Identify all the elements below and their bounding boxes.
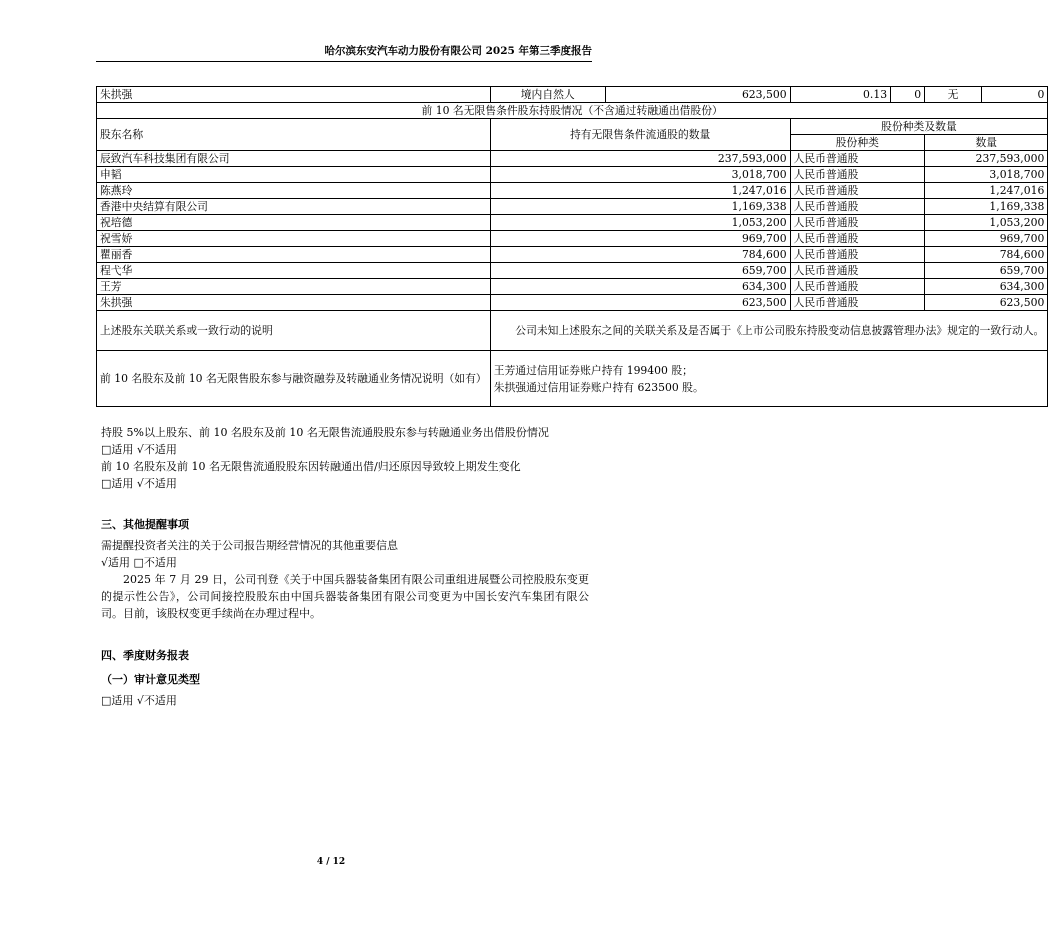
holder-share-type: 人民币普通股 bbox=[790, 215, 925, 231]
header-holder-name: 股东名称 bbox=[97, 119, 491, 151]
margin-trading-line-2: 朱拱强通过信用证券账户持有 623500 股。 bbox=[493, 380, 704, 394]
table-row bbox=[97, 295, 1048, 311]
section-3-choice: √适用 □不适用 bbox=[101, 556, 177, 569]
holder-qty: 623,500 bbox=[490, 295, 790, 311]
table-row bbox=[97, 231, 1048, 247]
table-section-title: 前 10 名无限售条件股东持股情况（不含通过转融通出借股份） bbox=[97, 103, 1048, 119]
holder-name: 瞿丽香 bbox=[97, 247, 491, 263]
header-share-type: 股份种类 bbox=[790, 135, 925, 151]
holder-name: 祝雪娇 bbox=[97, 231, 491, 247]
holder-qty: 634,300 bbox=[490, 279, 790, 295]
holder-name: 程弋华 bbox=[97, 263, 491, 279]
holder-share-type: 人民币普通股 bbox=[790, 279, 925, 295]
holder-qty: 784,600 bbox=[490, 247, 790, 263]
holder-share-type: 人民币普通股 bbox=[790, 247, 925, 263]
holder-amount: 1,169,338 bbox=[925, 199, 1048, 215]
table-row bbox=[97, 279, 1048, 295]
section-3-intro: 需提醒投资者关注的关于公司报告期经营情况的其他重要信息 bbox=[101, 539, 398, 552]
holder-name: 祝培德 bbox=[97, 215, 491, 231]
margin-trading-text bbox=[490, 351, 1048, 407]
section-4-choice: □适用 √不适用 bbox=[101, 694, 177, 707]
table-row bbox=[97, 215, 1048, 231]
holder-qty: 1,247,016 bbox=[490, 183, 790, 199]
top-holder-nature: 境内自然人 bbox=[490, 87, 605, 103]
header-share-type-group: 股份种类及数量 bbox=[790, 119, 1048, 135]
holder-share-type: 人民币普通股 bbox=[790, 199, 925, 215]
holder-name: 香港中央结算有限公司 bbox=[97, 199, 491, 215]
holder-name: 辰致汽车科技集团有限公司 bbox=[97, 151, 491, 167]
section-3-title: 三、其他提醒事项 bbox=[101, 518, 189, 531]
holder-amount: 969,700 bbox=[925, 231, 1048, 247]
holder-share-type: 人民币普通股 bbox=[790, 151, 925, 167]
holder-share-type: 人民币普通股 bbox=[790, 167, 925, 183]
section-4-subtitle: （一）审计意见类型 bbox=[101, 673, 200, 686]
holder-name: 朱拱强 bbox=[97, 295, 491, 311]
holder-amount: 3,018,700 bbox=[925, 167, 1048, 183]
top-holder-restricted: 0 bbox=[891, 87, 925, 103]
holder-amount: 634,300 bbox=[925, 279, 1048, 295]
table-row bbox=[97, 199, 1048, 215]
change-title: 前 10 名股东及前 10 名无限售流通股股东因转融通出借/归还原因导致较上期发生变化 bbox=[101, 460, 521, 473]
holder-amount: 659,700 bbox=[925, 263, 1048, 279]
margin-trading-line-1: 王芳通过信用证券账户持有 199400 股； bbox=[493, 363, 693, 377]
top-holder-pledge-qty: 0 bbox=[981, 87, 1047, 103]
holder-qty: 969,700 bbox=[490, 231, 790, 247]
table-row bbox=[97, 263, 1048, 279]
holder-amount: 623,500 bbox=[925, 295, 1048, 311]
change-choice: □适用 √不适用 bbox=[101, 477, 177, 490]
shareholder-table bbox=[96, 86, 1048, 407]
holder-amount: 1,247,016 bbox=[925, 183, 1048, 199]
holder-name: 陈燕玲 bbox=[97, 183, 491, 199]
holder-amount: 1,053,200 bbox=[925, 215, 1048, 231]
table-row bbox=[97, 247, 1048, 263]
related-party-label: 上述股东关联关系或一致行动的说明 bbox=[97, 311, 491, 351]
holder-amount: 784,600 bbox=[925, 247, 1048, 263]
margin-trading-label: 前 10 名股东及前 10 名无限售股东参与融资融券及转融通业务情况说明（如有） bbox=[97, 351, 491, 407]
top-holder-ratio: 0.13 bbox=[790, 87, 891, 103]
table-row bbox=[97, 151, 1048, 167]
header-divider bbox=[96, 61, 592, 62]
table-row bbox=[97, 167, 1048, 183]
table-row-top-holder bbox=[97, 87, 1048, 103]
holder-amount: 237,593,000 bbox=[925, 151, 1048, 167]
holder-share-type: 人民币普通股 bbox=[790, 183, 925, 199]
holder-qty: 659,700 bbox=[490, 263, 790, 279]
header-quantity: 数量 bbox=[925, 135, 1048, 151]
holder-qty: 3,018,700 bbox=[490, 167, 790, 183]
top-holder-name: 朱拱强 bbox=[97, 87, 491, 103]
header-unrestricted-qty: 持有无限售条件流通股的数量 bbox=[490, 119, 790, 151]
report-header: 哈尔滨东安汽车动力股份有限公司 2025 年第三季度报告 bbox=[324, 45, 592, 57]
holder-name: 王芳 bbox=[97, 279, 491, 295]
holder-name: 申韬 bbox=[97, 167, 491, 183]
page-number: 4 / 12 bbox=[316, 857, 346, 867]
top-holder-shares: 623,500 bbox=[605, 87, 790, 103]
top-holder-pledge-state: 无 bbox=[925, 87, 982, 103]
related-party-text: 公司未知上述股东之间的关联关系及是否属于《上市公司股东持股变动信息披露管理办法》规定的一致行动人。 bbox=[490, 311, 1048, 351]
lending-title: 持股 5%以上股东、前 10 名股东及前 10 名无限售流通股股东参与转融通业务出借股份情况 bbox=[101, 426, 549, 439]
holder-qty: 1,053,200 bbox=[490, 215, 790, 231]
holder-qty: 1,169,338 bbox=[490, 199, 790, 215]
lending-choice: □适用 √不适用 bbox=[101, 443, 177, 456]
holder-share-type: 人民币普通股 bbox=[790, 295, 925, 311]
section-4-title: 四、季度财务报表 bbox=[101, 649, 189, 662]
holder-qty: 237,593,000 bbox=[490, 151, 790, 167]
holder-share-type: 人民币普通股 bbox=[790, 231, 925, 247]
section-3-body: 2025 年 7 月 29 日，公司刊登《关于中国兵器装备集团有限公司重组进展暨公司控股股东变更的提示性公告》，公司间接控股股东由中国兵器装备集团有限公司变更为中国长安汽车集团有限公司。目前，该股权变更手续尚在办理过程中。 bbox=[101, 573, 589, 620]
table-row bbox=[97, 183, 1048, 199]
holder-share-type: 人民币普通股 bbox=[790, 263, 925, 279]
